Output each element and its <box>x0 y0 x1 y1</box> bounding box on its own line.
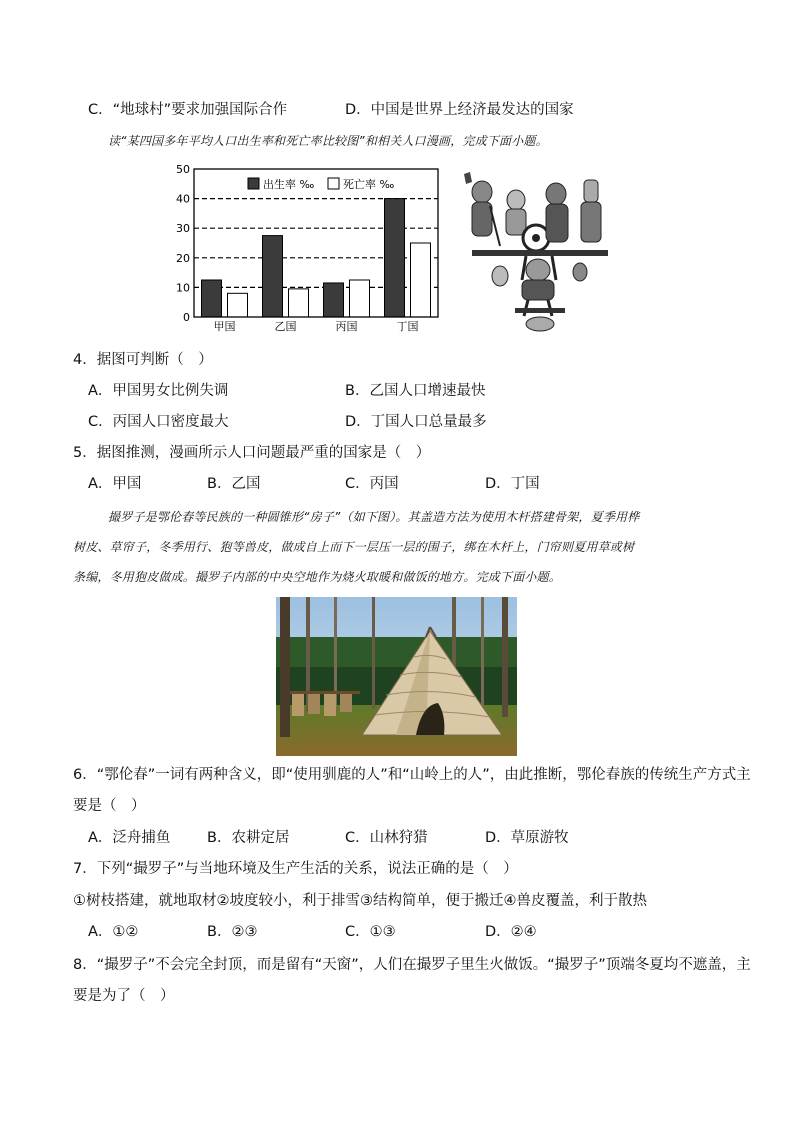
y-tick-label: 0 <box>183 311 190 324</box>
q8-stem-line2: 要是为了（ ） <box>73 988 175 1004</box>
bar-birth-0 <box>202 280 222 317</box>
q3-option-d: D．中国是世界上经济最发达的国家 <box>345 102 574 118</box>
cuoluozi-tent-photo <box>276 597 517 756</box>
q6-option-d: D．草原游牧 <box>485 830 569 846</box>
legend-label-birth: 出生率 ‰ <box>263 178 315 191</box>
legend-swatch-death <box>328 178 339 189</box>
q6-option-b: B．农耕定居 <box>207 830 290 846</box>
y-tick-label: 30 <box>176 222 190 236</box>
q5-option-c: C．丙国 <box>345 476 399 492</box>
q7-option-d: D．②④ <box>485 924 537 940</box>
q6-option-a: A．泛舟捕鱼 <box>88 830 171 846</box>
reading-intro-2-line1: 撮罗子是鄂伦春等民族的一种圆锥形“房子”（如下图）。其盖造方法为使用木杆搭建骨架，夏季用桦 <box>108 510 640 524</box>
q4-option-b: B．乙国人口增速最快 <box>345 383 486 399</box>
bar-death-1 <box>289 289 309 317</box>
q7-option-a: A．①② <box>88 924 139 940</box>
q5-option-d: D．丁国 <box>485 476 540 492</box>
population-aging-cartoon <box>460 166 616 332</box>
reading-intro-2-line3: 条编，冬用狍皮做成。撮罗子内部的中央空地作为烧火取暖和做饭的地方。完成下面小题。 <box>73 570 562 584</box>
reading-intro-2-line2: 树皮、草帘子，冬季用行、狍等兽皮，做成自上而下一层压一层的围子，绑在木杆上，门帘则夏用草或树 <box>73 540 635 554</box>
q7-stem: 7．下列“撮罗子”与当地环境及生产生活的关系，说法正确的是（ ） <box>73 861 518 877</box>
q7-option-b: B．②③ <box>207 924 258 940</box>
q6-stem-line1: 6．“鄂伦春”一词有两种含义，即“使用驯鹿的人”和“山岭上的人”，由此推断，鄂伦春族的传统生产方式主 <box>73 767 751 783</box>
q6-stem-line2: 要是（ ） <box>73 798 146 814</box>
q4-option-c: C．丙国人口密度最大 <box>88 414 229 430</box>
birth-death-rate-chart <box>170 164 445 336</box>
q5-stem: 5．据图推测，漫画所示人口问题最严重的国家是（ ） <box>73 445 431 461</box>
q7-option-c: C．①③ <box>345 924 396 940</box>
q7-statements: ①树枝搭建，就地取材②坡度较小，利于排雪③结构简单，便于搬迁④兽皮覆盖，利于散热 <box>73 893 647 909</box>
q8-stem-line1: 8．“撮罗子”不会完全封顶，而是留有“天窗”，人们在撮罗子里生火做饭。“撮罗子”顶端冬夏均不遮盖，主 <box>73 957 751 973</box>
bar-birth-2 <box>324 283 344 317</box>
q4-option-d: D．丁国人口总量最多 <box>345 414 487 430</box>
x-tick-label: 丁国 <box>396 320 419 333</box>
bar-death-2 <box>350 280 370 317</box>
y-tick-label: 40 <box>176 192 190 206</box>
y-tick-label: 20 <box>176 251 190 265</box>
legend-label-death: 死亡率 ‰ <box>343 178 395 191</box>
x-tick-label: 丙国 <box>335 320 358 333</box>
q4-option-a: A．甲国男女比例失调 <box>88 383 229 399</box>
x-tick-label: 乙国 <box>274 320 297 333</box>
y-tick-label: 50 <box>176 164 190 176</box>
bar-death-0 <box>228 293 248 317</box>
reading-intro-1: 读“某四国多年平均人口出生率和死亡率比较图”和相关人口漫画，完成下面小题。 <box>108 134 548 148</box>
q6-option-c: C．山林狩猎 <box>345 830 428 846</box>
bar-birth-3 <box>385 199 405 317</box>
y-tick-label: 10 <box>176 281 190 295</box>
q4-stem: 4．据图可判断（ ） <box>73 352 213 368</box>
legend-swatch-birth <box>248 178 259 189</box>
x-tick-label: 甲国 <box>213 320 236 333</box>
q5-option-b: B．乙国 <box>207 476 261 492</box>
bar-death-3 <box>411 243 431 317</box>
q5-option-a: A．甲国 <box>88 476 142 492</box>
q3-option-c: C．“地球村”要求加强国际合作 <box>88 102 288 118</box>
bar-birth-1 <box>263 236 283 317</box>
